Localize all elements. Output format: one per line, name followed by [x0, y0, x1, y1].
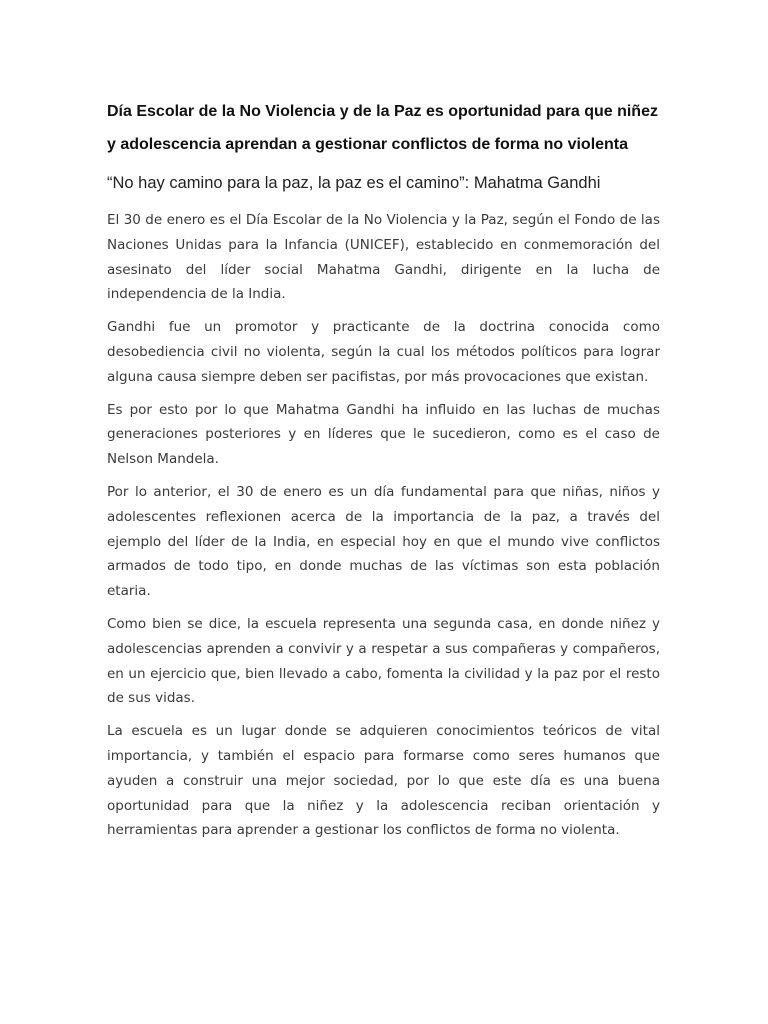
paragraph-3: Es por esto por lo que Mahatma Gandhi ha influido en las luchas de muchas generaciones posteriores y en líderes que le sucedieron, como es el caso de Nelson Mandela. [107, 401, 660, 468]
document-page [107, 95, 660, 851]
paragraph-5: Como bien se dice, la escuela representa una segunda casa, en donde niñez y adolescencias aprenden a convivir y a respetar a sus compañeras y compañeros, en un ejercicio que, bien llevado a cabo, fomenta la civilidad y la paz por el resto de sus vidas. [107, 615, 660, 707]
paragraph-6: La escuela es un lugar donde se adquieren conocimientos teóricos de vital importancia, y también el espacio para formarse como seres humanos que ayuden a construir una mejor sociedad, por lo que este día es una buena oportunidad para que la niñez y la adolescencia reciban orientación y herramientas para aprender a gestionar los conflictos de forma no violenta. [107, 723, 660, 839]
paragraph-2: Gandhi fue un promotor y practicante de la doctrina conocida como desobediencia civil no violenta, según la cual los métodos políticos para lograr alguna causa siempre deben ser pacifistas, por más provocaciones que existan. [107, 319, 660, 385]
paragraph-1: El 30 de enero es el Día Escolar de la No Violencia y la Paz, según el Fondo de las Naciones Unidas para la Infancia (UNICEF), establecido en conmemoración del asesinato del líder social Mahatma Gandhi, dirigente en la lucha de independencia de la India. [107, 212, 660, 303]
paragraph-4: Por lo anterior, el 30 de enero es un día fundamental para que niñas, niños y adolescentes reflexionen acerca de la importancia de la paz, a través del ejemplo del líder de la India, en especial hoy en que el mundo vive conflictos armados de todo tipo, en donde muchas de las víctimas son esta población etaria. [107, 483, 660, 600]
document-title: Día Escolar de la No Violencia y de la Paz es oportunidad para que niñez y adolescencia aprendan a gestionar conflictos de forma no violenta [107, 103, 658, 153]
document-quote: “No hay camino para la paz, la paz es el camino”: Mahatma Gandhi [107, 174, 601, 192]
